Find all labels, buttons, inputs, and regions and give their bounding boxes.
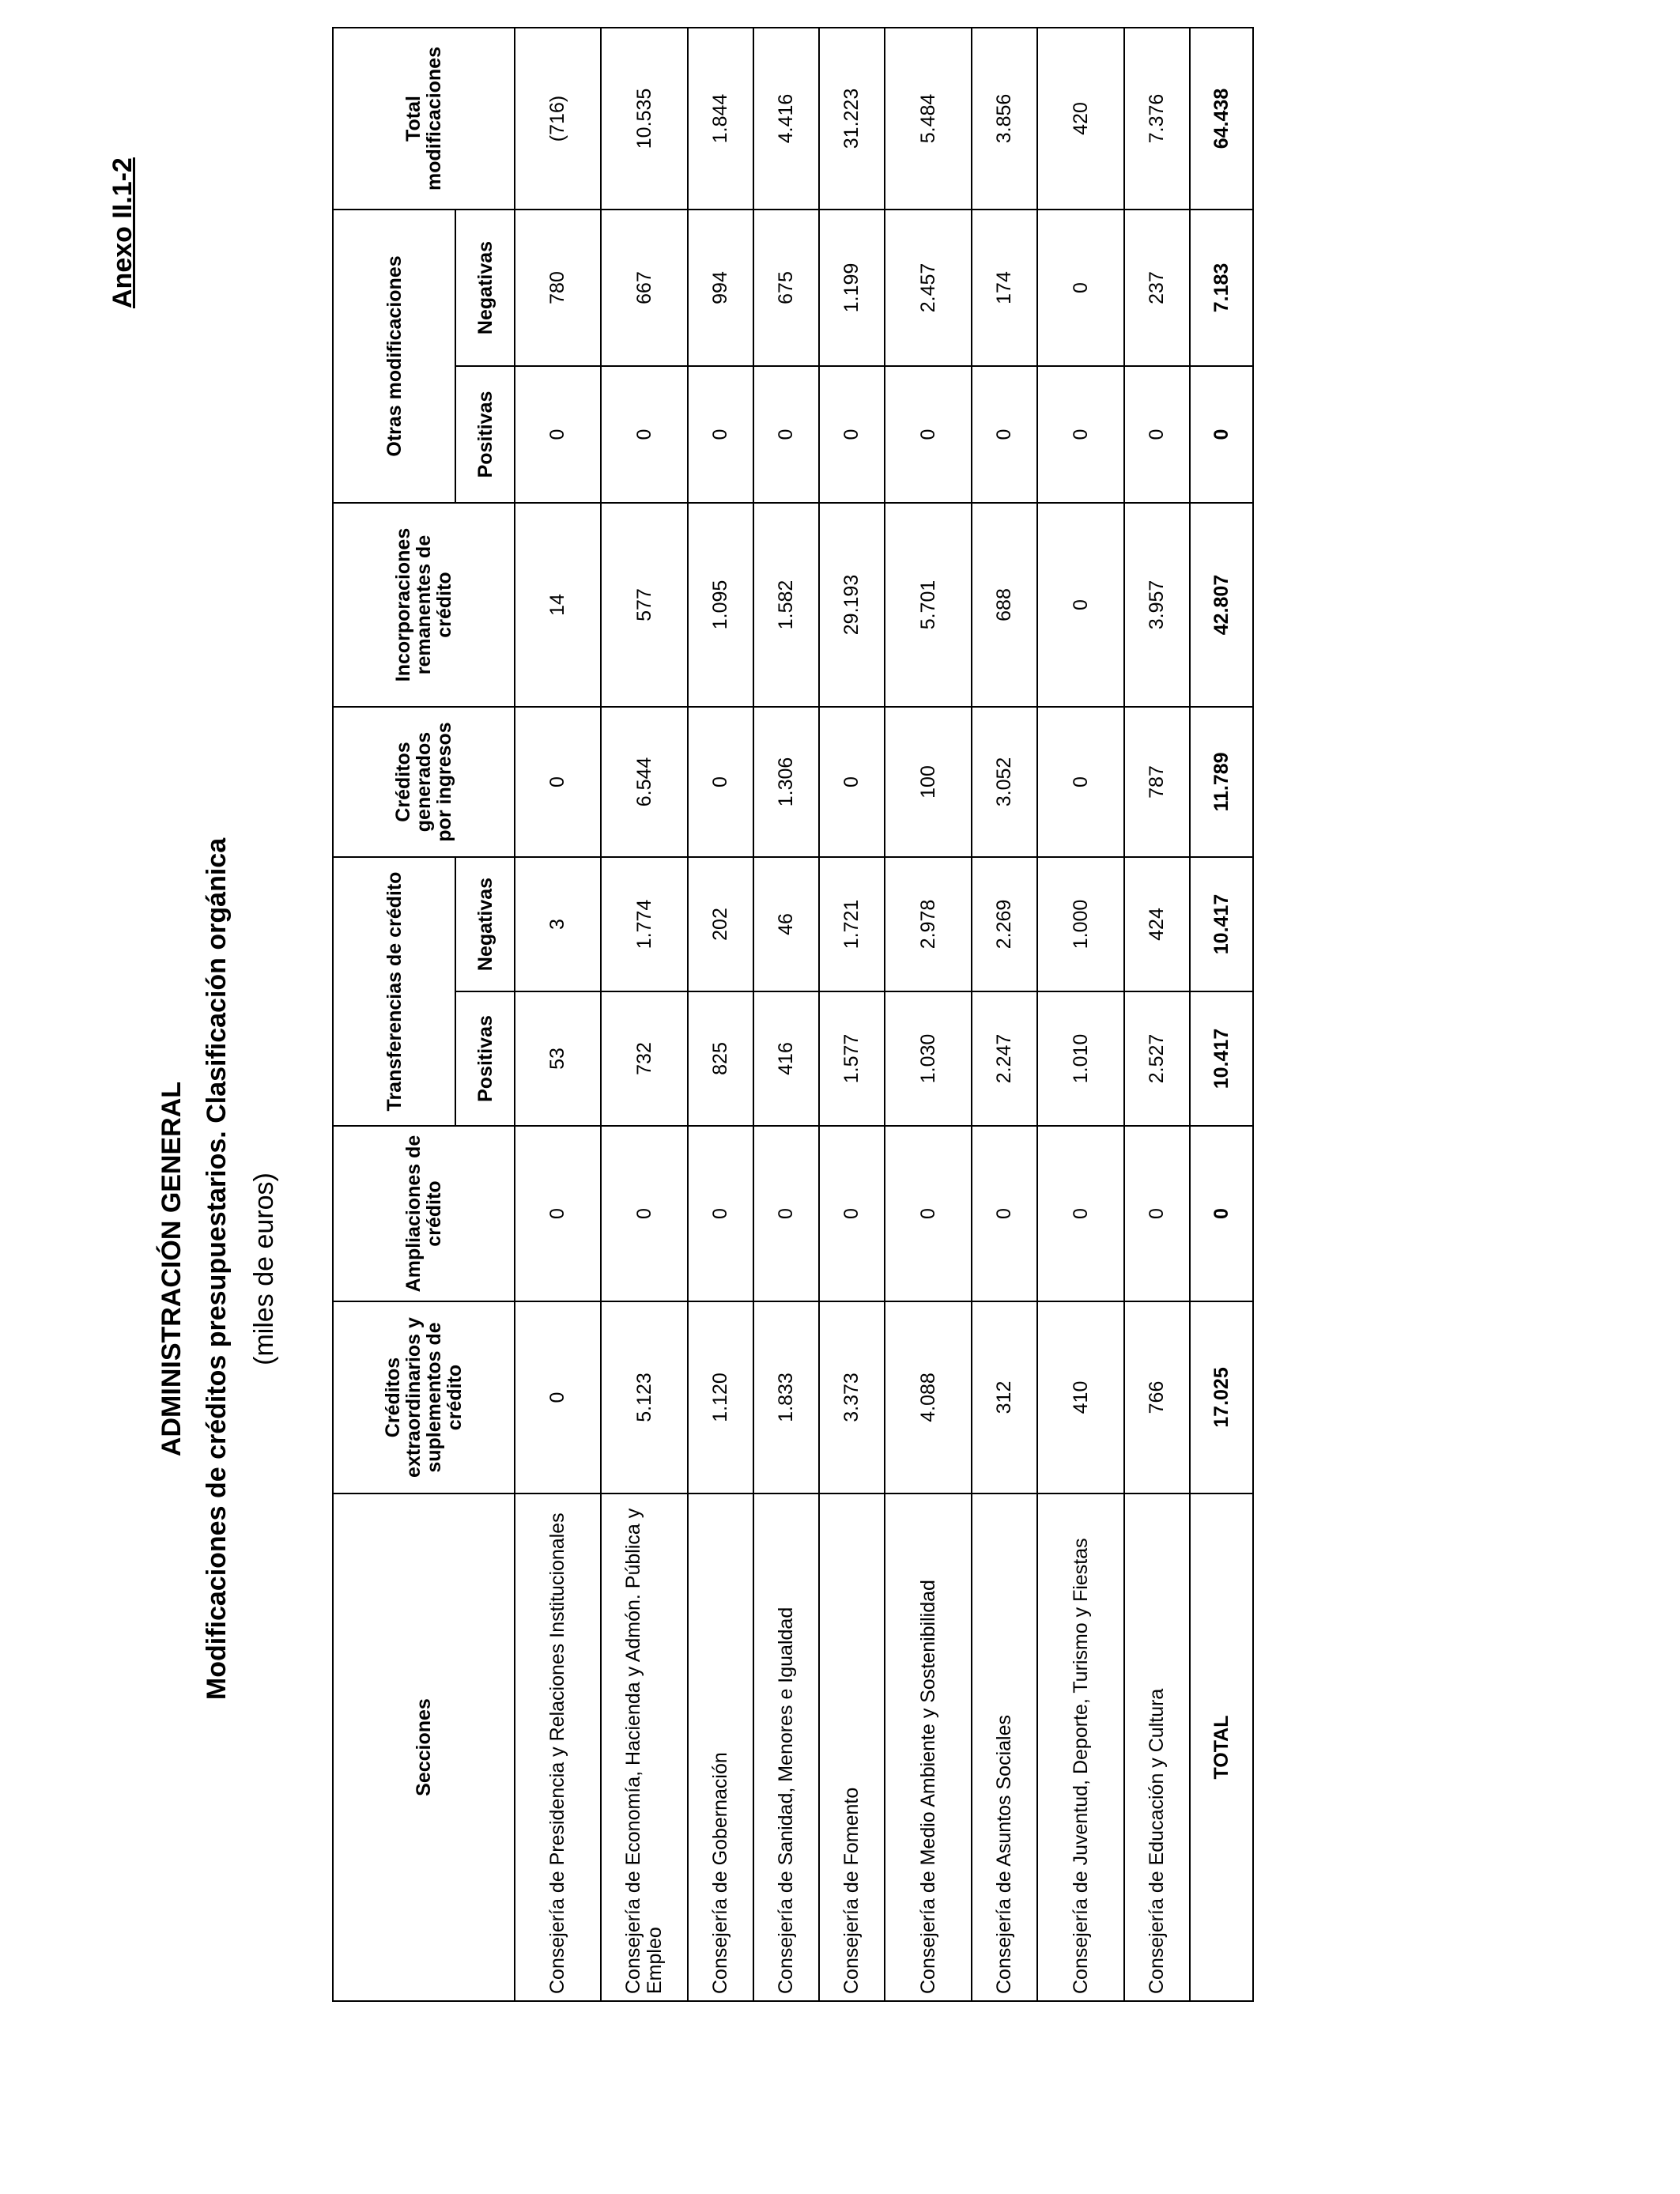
table-row	[515, 28, 601, 2001]
cell-otras-neg: 2.457	[885, 210, 972, 366]
cell-otras-pos: 0	[753, 366, 819, 503]
cell-total: 1.844	[688, 28, 753, 210]
cell-gen: 1.306	[753, 707, 819, 857]
cell-extra: 5.123	[601, 1301, 688, 1494]
cell-trans-pos: 1.030	[885, 991, 972, 1126]
cell-otras-pos: 0	[688, 366, 753, 503]
header-otras-modificaciones: Otras modificaciones	[333, 210, 455, 503]
cell-incorp: 29.193	[819, 503, 885, 707]
cell-ampl: 0	[1124, 1126, 1190, 1301]
cell-total: 10.535	[601, 28, 688, 210]
cell-total: 4.416	[753, 28, 819, 210]
cell-ampl: 0	[601, 1126, 688, 1301]
cell-total-extra: 17.025	[1190, 1301, 1253, 1494]
cell-ampl: 0	[753, 1126, 819, 1301]
header-transferencias-negativas: Negativas	[455, 857, 515, 991]
cell-incorp: 0	[1037, 503, 1124, 707]
cell-seccion: Consejería de Medio Ambiente y Sostenibilidad	[885, 1494, 972, 2001]
cell-trans-pos: 2.527	[1124, 991, 1190, 1126]
cell-seccion: Consejería de Fomento	[819, 1494, 885, 2001]
cell-extra: 3.373	[819, 1301, 885, 1494]
header-creditos-extraordinarios: Créditos extraordinarios y suplementos de crédito	[333, 1301, 515, 1494]
header-otras-positivas: Positivas	[455, 366, 515, 503]
cell-total-label: TOTAL	[1190, 1494, 1253, 2001]
cell-otras-pos: 0	[601, 366, 688, 503]
cell-total-trans-pos: 10.417	[1190, 991, 1253, 1126]
units-label: (miles de euros)	[249, 1173, 279, 1365]
cell-incorp: 577	[601, 503, 688, 707]
cell-trans-neg: 202	[688, 857, 753, 991]
cell-trans-neg: 424	[1124, 857, 1190, 991]
cell-otras-neg: 1.199	[819, 210, 885, 366]
cell-extra: 766	[1124, 1301, 1190, 1494]
cell-gen: 0	[1037, 707, 1124, 857]
cell-trans-neg: 1.000	[1037, 857, 1124, 991]
cell-total-otras-pos: 0	[1190, 366, 1253, 503]
cell-extra: 0	[515, 1301, 601, 1494]
table-row	[601, 28, 688, 2001]
cell-total-total: 64.438	[1190, 28, 1253, 210]
cell-otras-neg: 237	[1124, 210, 1190, 366]
cell-total: 420	[1037, 28, 1124, 210]
cell-trans-pos: 1.010	[1037, 991, 1124, 1126]
page-title: ADMINISTRACIÓN GENERAL	[157, 1081, 187, 1457]
cell-extra: 4.088	[885, 1301, 972, 1494]
cell-total-gen: 11.789	[1190, 707, 1253, 857]
cell-trans-pos: 1.577	[819, 991, 885, 1126]
table-row	[688, 28, 753, 2001]
cell-seccion: Consejería de Educación y Cultura	[1124, 1494, 1190, 2001]
cell-ampl: 0	[515, 1126, 601, 1301]
annex-label: Anexo II.1-2	[108, 157, 138, 308]
cell-otras-neg: 675	[753, 210, 819, 366]
cell-gen: 0	[515, 707, 601, 857]
cell-gen: 787	[1124, 707, 1190, 857]
cell-total-ampl: 0	[1190, 1126, 1253, 1301]
cell-seccion: Consejería de Juventud, Deporte, Turismo y Fiestas	[1037, 1494, 1124, 2001]
header-otras-negativas: Negativas	[455, 210, 515, 366]
cell-total-otras-neg: 7.183	[1190, 210, 1253, 366]
cell-extra: 1.120	[688, 1301, 753, 1494]
cell-otras-neg: 0	[1037, 210, 1124, 366]
cell-incorp: 1.582	[753, 503, 819, 707]
cell-trans-pos: 2.247	[972, 991, 1037, 1126]
cell-total: 5.484	[885, 28, 972, 210]
cell-trans-pos: 825	[688, 991, 753, 1126]
cell-total: (716)	[515, 28, 601, 210]
cell-seccion: Consejería de Presidencia y Relaciones Institucionales	[515, 1494, 601, 2001]
cell-seccion: Consejería de Asuntos Sociales	[972, 1494, 1037, 2001]
cell-incorp: 5.701	[885, 503, 972, 707]
cell-extra: 1.833	[753, 1301, 819, 1494]
cell-otras-pos: 0	[819, 366, 885, 503]
header-creditos-generados: Créditos generados por ingresos	[333, 707, 515, 857]
table-row	[972, 28, 1037, 2001]
cell-gen: 6.544	[601, 707, 688, 857]
table-row	[819, 28, 885, 2001]
cell-ampl: 0	[972, 1126, 1037, 1301]
total-row	[1190, 28, 1253, 2001]
cell-total: 7.376	[1124, 28, 1190, 210]
table-row	[1124, 28, 1190, 2001]
cell-trans-neg: 3	[515, 857, 601, 991]
table-body	[515, 28, 1253, 2001]
header-secciones: Secciones	[333, 1494, 515, 2001]
cell-otras-neg: 994	[688, 210, 753, 366]
cell-trans-pos: 732	[601, 991, 688, 1126]
cell-ampl: 0	[885, 1126, 972, 1301]
cell-trans-neg: 2.978	[885, 857, 972, 991]
cell-gen: 100	[885, 707, 972, 857]
cell-trans-pos: 53	[515, 991, 601, 1126]
cell-otras-neg: 780	[515, 210, 601, 366]
cell-trans-neg: 46	[753, 857, 819, 991]
table-row	[753, 28, 819, 2001]
header-total-modificaciones: Total modificaciones	[333, 28, 515, 210]
cell-otras-pos: 0	[1124, 366, 1190, 503]
cell-total: 3.856	[972, 28, 1037, 210]
cell-otras-pos: 0	[1037, 366, 1124, 503]
header-transferencias-positivas: Positivas	[455, 991, 515, 1126]
cell-otras-pos: 0	[885, 366, 972, 503]
cell-seccion: Consejería de Sanidad, Menores e Igualdad	[753, 1494, 819, 2001]
cell-total-incorp: 42.807	[1190, 503, 1253, 707]
cell-total-trans-neg: 10.417	[1190, 857, 1253, 991]
cell-otras-neg: 174	[972, 210, 1037, 366]
cell-incorp: 3.957	[1124, 503, 1190, 707]
cell-otras-pos: 0	[972, 366, 1037, 503]
cell-trans-neg: 1.721	[819, 857, 885, 991]
header-ampliaciones: Ampliaciones de crédito	[333, 1126, 515, 1301]
cell-incorp: 1.095	[688, 503, 753, 707]
cell-incorp: 688	[972, 503, 1037, 707]
table-row	[1037, 28, 1124, 2001]
cell-trans-pos: 416	[753, 991, 819, 1126]
cell-gen: 3.052	[972, 707, 1037, 857]
cell-extra: 410	[1037, 1301, 1124, 1494]
cell-otras-neg: 667	[601, 210, 688, 366]
cell-extra: 312	[972, 1301, 1037, 1494]
cell-gen: 0	[688, 707, 753, 857]
page-subtitle: Modificaciones de créditos presupuestarios. Clasificación orgánica	[202, 837, 232, 1701]
cell-ampl: 0	[819, 1126, 885, 1301]
cell-seccion: Consejería de Gobernación	[688, 1494, 753, 2001]
cell-ampl: 0	[1037, 1126, 1124, 1301]
table-row	[885, 28, 972, 2001]
cell-seccion: Consejería de Economía, Hacienda y Admón. Pública y Empleo	[601, 1494, 688, 2001]
header-transferencias: Transferencias de crédito	[333, 857, 455, 1126]
header-incorporaciones: Incorporaciones remanentes de crédito	[333, 503, 515, 707]
cell-trans-neg: 1.774	[601, 857, 688, 991]
cell-incorp: 14	[515, 503, 601, 707]
cell-gen: 0	[819, 707, 885, 857]
cell-ampl: 0	[688, 1126, 753, 1301]
cell-otras-pos: 0	[515, 366, 601, 503]
modifications-table	[332, 27, 1254, 2002]
cell-total: 31.223	[819, 28, 885, 210]
cell-trans-neg: 2.269	[972, 857, 1037, 991]
